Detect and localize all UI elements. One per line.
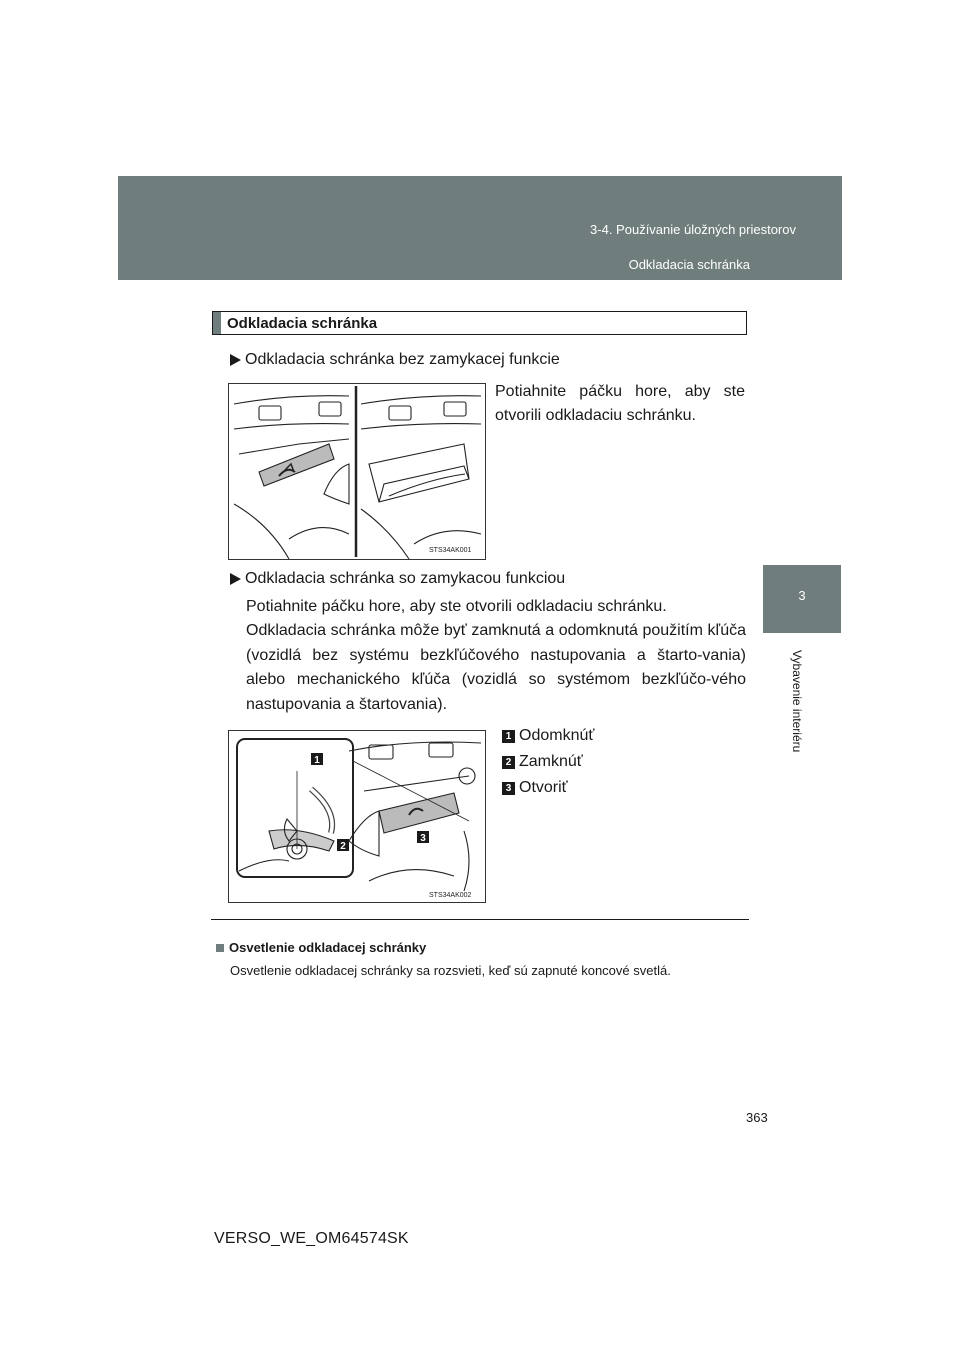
section-title: 3-4. Používanie úložných priestorov xyxy=(590,222,796,237)
legend-item-2 xyxy=(502,753,583,771)
figure-badge-1: 1 xyxy=(314,755,320,766)
figure-glovebox-open xyxy=(228,383,486,560)
chapter-label: Vybavenie interiéru xyxy=(790,650,804,753)
item2-title-text: Odkladacia schránka so zamykacou funkciou xyxy=(245,570,566,587)
number-badge: 1 xyxy=(502,730,515,743)
figure-badge-3: 3 xyxy=(420,833,426,844)
legend-item-1 xyxy=(502,727,594,745)
note-title xyxy=(216,940,426,955)
item1-title-text: Odkladacia schránka bez zamykacej funkcie xyxy=(245,351,560,368)
figure-badge-2: 2 xyxy=(340,841,346,852)
glovebox-illustration xyxy=(229,384,485,559)
square-bullet-icon xyxy=(216,944,224,952)
triangle-bullet-icon xyxy=(230,354,241,366)
document-code: VERSO_WE_OM64574SK xyxy=(214,1230,409,1247)
section-heading xyxy=(212,311,747,335)
item1-text-line2: otvorili odkladaciu schránku. xyxy=(495,407,696,424)
divider xyxy=(211,919,749,920)
legend-label: Odomknúť xyxy=(519,727,595,744)
item2-title xyxy=(230,570,565,588)
section-subtitle: Odkladacia schránka xyxy=(628,257,750,272)
figure-glovebox-lock xyxy=(228,730,486,903)
item1-text-line1: Potiahnite páčku hore, aby ste xyxy=(495,383,745,400)
legend-label: Zamknúť xyxy=(519,753,583,770)
legend-item-3 xyxy=(502,779,568,797)
number-badge: 3 xyxy=(502,782,515,795)
figure-code: STS34AK002 xyxy=(429,892,472,899)
item1-title xyxy=(230,351,560,369)
heading-accent xyxy=(213,312,221,334)
page-number: 363 xyxy=(746,1110,768,1125)
figure-code: STS34AK001 xyxy=(429,547,472,554)
number-badge: 2 xyxy=(502,756,515,769)
triangle-bullet-icon xyxy=(230,573,241,585)
chapter-number: 3 xyxy=(798,588,806,603)
note-text: Osvetlenie odkladacej schránky sa rozsvieti, keď sú zapnuté koncové svetlá. xyxy=(230,963,671,978)
heading-text: Odkladacia schránka xyxy=(227,314,378,332)
lock-illustration xyxy=(229,731,485,902)
item2-paragraph: Odkladacia schránka môže byť zamknutá a odomknutá použitím kľúča (vozidlá bez systému bezkľúčového nastupovania a štarto-vania) alebo mechanického kľúča (vozidlá so systémom bezkľúčo-vého nastupovania a štartovania). xyxy=(246,622,746,713)
legend-label: Otvoriť xyxy=(519,779,568,796)
note-title-text: Osvetlenie odkladacej schránky xyxy=(229,940,427,955)
item2-text-line1: Potiahnite páčku hore, aby ste otvorili odkladaciu schránku. xyxy=(246,598,667,615)
